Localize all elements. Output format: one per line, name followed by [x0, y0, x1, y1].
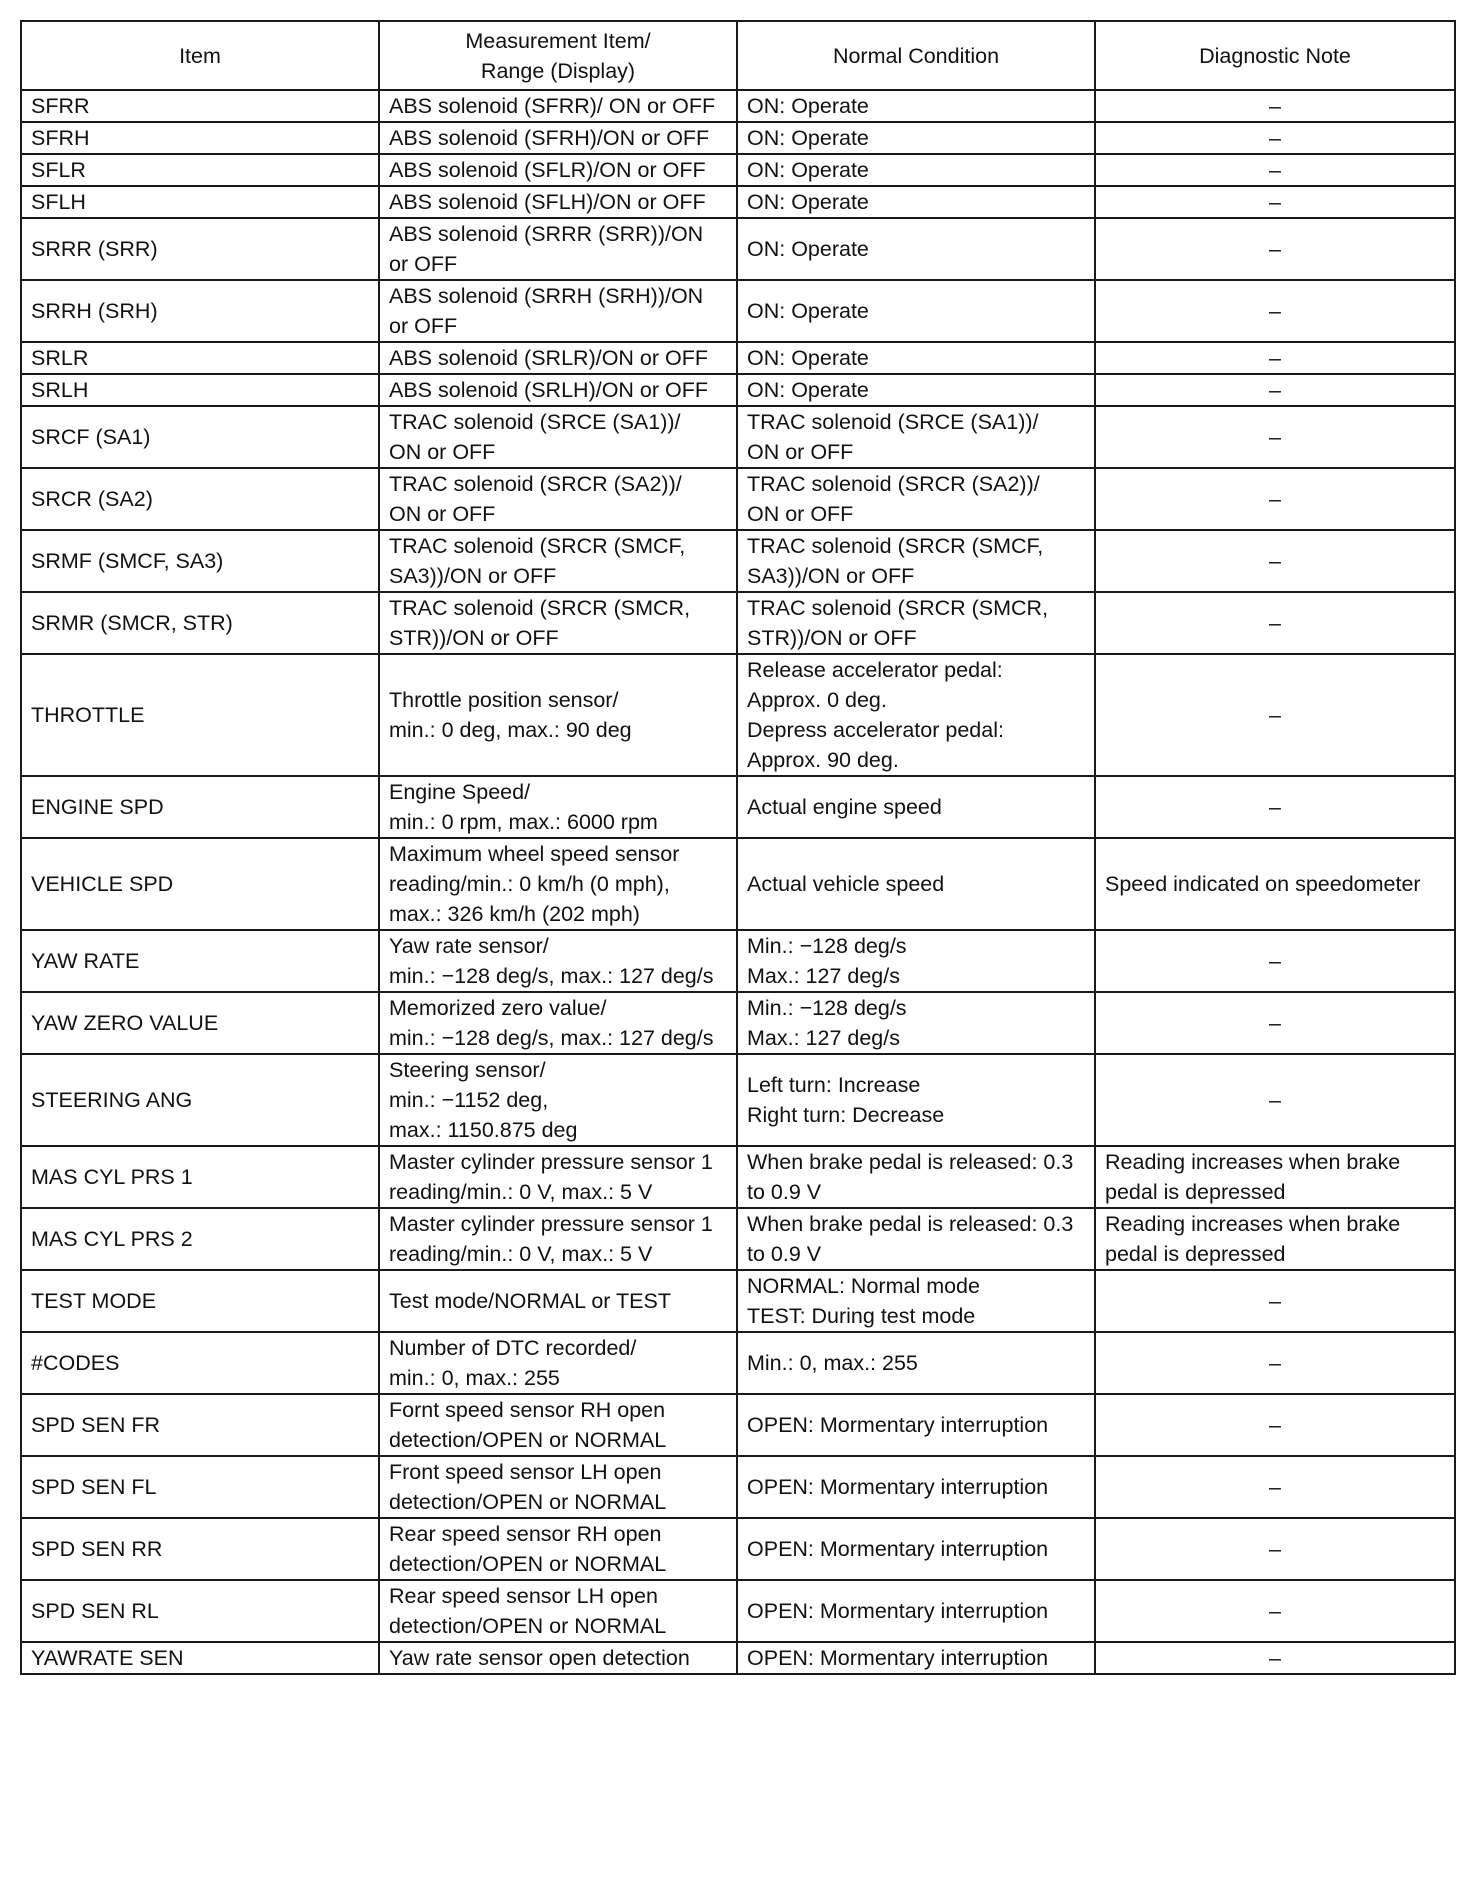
cell-normal-condition: Min.: −128 deg/s Max.: 127 deg/s	[737, 992, 1095, 1054]
cell-normal-condition: ON: Operate	[737, 154, 1095, 186]
cell-normal-condition: TRAC solenoid (SRCR (SMCR, STR))/ON or OFF	[737, 592, 1095, 654]
cell-measurement: Fornt speed sensor RH open detection/OPEN or NORMAL	[379, 1394, 737, 1456]
cell-diagnostic-note: –	[1095, 1054, 1455, 1146]
cell-diagnostic-note: –	[1095, 776, 1455, 838]
cell-item: YAWRATE SEN	[21, 1642, 379, 1674]
cell-measurement: ABS solenoid (SFLH)/ON or OFF	[379, 186, 737, 218]
cell-item: SPD SEN RL	[21, 1580, 379, 1642]
cell-measurement: Master cylinder pressure sensor 1 reading/min.: 0 V, max.: 5 V	[379, 1208, 737, 1270]
table-row	[21, 468, 1455, 530]
table-row	[21, 406, 1455, 468]
cell-item: SPD SEN FL	[21, 1456, 379, 1518]
table-row	[21, 374, 1455, 406]
table-row	[21, 776, 1455, 838]
cell-measurement: Memorized zero value/ min.: −128 deg/s, max.: 127 deg/s	[379, 992, 737, 1054]
cell-item: YAW RATE	[21, 930, 379, 992]
cell-normal-condition: ON: Operate	[737, 90, 1095, 122]
cell-item: TEST MODE	[21, 1270, 379, 1332]
table-row	[21, 342, 1455, 374]
cell-measurement: Yaw rate sensor open detection	[379, 1642, 737, 1674]
cell-normal-condition: OPEN: Mormentary interruption	[737, 1456, 1095, 1518]
table-row	[21, 1208, 1455, 1270]
cell-item: SRMF (SMCF, SA3)	[21, 530, 379, 592]
cell-diagnostic-note: –	[1095, 406, 1455, 468]
cell-item: SFLH	[21, 186, 379, 218]
cell-measurement: Rear speed sensor LH open detection/OPEN or NORMAL	[379, 1580, 737, 1642]
cell-measurement: TRAC solenoid (SRCR (SMCF, SA3))/ON or OFF	[379, 530, 737, 592]
cell-diagnostic-note: –	[1095, 654, 1455, 776]
cell-item: MAS CYL PRS 2	[21, 1208, 379, 1270]
cell-item: VEHICLE SPD	[21, 838, 379, 930]
header-diagnostic-note: Diagnostic Note	[1095, 21, 1455, 90]
table-row	[21, 154, 1455, 186]
table-row	[21, 1580, 1455, 1642]
table-row	[21, 1518, 1455, 1580]
cell-normal-condition: NORMAL: Normal mode TEST: During test mode	[737, 1270, 1095, 1332]
cell-normal-condition: ON: Operate	[737, 186, 1095, 218]
cell-normal-condition: OPEN: Mormentary interruption	[737, 1394, 1095, 1456]
table-row	[21, 1054, 1455, 1146]
cell-normal-condition: ON: Operate	[737, 342, 1095, 374]
cell-normal-condition: OPEN: Mormentary interruption	[737, 1518, 1095, 1580]
cell-item: YAW ZERO VALUE	[21, 992, 379, 1054]
table-row	[21, 1146, 1455, 1208]
cell-diagnostic-note: –	[1095, 1270, 1455, 1332]
cell-item: SRLH	[21, 374, 379, 406]
cell-measurement: Master cylinder pressure sensor 1 reading/min.: 0 V, max.: 5 V	[379, 1146, 737, 1208]
cell-diagnostic-note: –	[1095, 186, 1455, 218]
cell-diagnostic-note: –	[1095, 468, 1455, 530]
cell-measurement: Maximum wheel speed sensor reading/min.: 0 km/h (0 mph), max.: 326 km/h (202 mph)	[379, 838, 737, 930]
cell-item: SRLR	[21, 342, 379, 374]
cell-measurement: Yaw rate sensor/ min.: −128 deg/s, max.: 127 deg/s	[379, 930, 737, 992]
table-row	[21, 186, 1455, 218]
cell-normal-condition: ON: Operate	[737, 374, 1095, 406]
cell-diagnostic-note: –	[1095, 154, 1455, 186]
cell-diagnostic-note: –	[1095, 90, 1455, 122]
cell-diagnostic-note: –	[1095, 1518, 1455, 1580]
table-row	[21, 530, 1455, 592]
cell-normal-condition: Actual engine speed	[737, 776, 1095, 838]
cell-measurement: ABS solenoid (SRRR (SRR))/ON or OFF	[379, 218, 737, 280]
cell-normal-condition: ON: Operate	[737, 122, 1095, 154]
cell-item: SPD SEN RR	[21, 1518, 379, 1580]
data-list-sheet	[20, 20, 1454, 1675]
cell-diagnostic-note: –	[1095, 530, 1455, 592]
table-row	[21, 122, 1455, 154]
cell-measurement: ABS solenoid (SFRR)/ ON or OFF	[379, 90, 737, 122]
table-row	[21, 218, 1455, 280]
cell-measurement: Front speed sensor LH open detection/OPEN or NORMAL	[379, 1456, 737, 1518]
cell-measurement: Test mode/NORMAL or TEST	[379, 1270, 737, 1332]
table-body	[21, 90, 1455, 1674]
cell-measurement: TRAC solenoid (SRCE (SA1))/ ON or OFF	[379, 406, 737, 468]
cell-item: SFRH	[21, 122, 379, 154]
table-row	[21, 838, 1455, 930]
table-row	[21, 280, 1455, 342]
cell-item: SFRR	[21, 90, 379, 122]
table-row	[21, 1642, 1455, 1674]
cell-diagnostic-note: –	[1095, 1642, 1455, 1674]
cell-normal-condition: TRAC solenoid (SRCR (SMCF, SA3))/ON or OFF	[737, 530, 1095, 592]
table-row	[21, 1456, 1455, 1518]
cell-normal-condition: When brake pedal is released: 0.3 to 0.9 V	[737, 1146, 1095, 1208]
cell-item: SRCF (SA1)	[21, 406, 379, 468]
header-row	[21, 21, 1455, 90]
cell-diagnostic-note: –	[1095, 930, 1455, 992]
cell-item: SPD SEN FR	[21, 1394, 379, 1456]
cell-normal-condition: ON: Operate	[737, 280, 1095, 342]
cell-normal-condition: Release accelerator pedal: Approx. 0 deg. Depress accelerator pedal: Approx. 90 deg.	[737, 654, 1095, 776]
cell-item: SRRH (SRH)	[21, 280, 379, 342]
cell-diagnostic-note: –	[1095, 1394, 1455, 1456]
cell-item: SRMR (SMCR, STR)	[21, 592, 379, 654]
cell-measurement: ABS solenoid (SRRH (SRH))/ON or OFF	[379, 280, 737, 342]
cell-item: THROTTLE	[21, 654, 379, 776]
cell-diagnostic-note: –	[1095, 374, 1455, 406]
cell-diagnostic-note: –	[1095, 992, 1455, 1054]
table-row	[21, 930, 1455, 992]
cell-diagnostic-note: Reading increases when brake pedal is depressed	[1095, 1146, 1455, 1208]
table-header	[21, 21, 1455, 90]
table-row	[21, 992, 1455, 1054]
table-row	[21, 592, 1455, 654]
cell-measurement: Engine Speed/ min.: 0 rpm, max.: 6000 rpm	[379, 776, 737, 838]
cell-item: SRCR (SA2)	[21, 468, 379, 530]
cell-item: STEERING ANG	[21, 1054, 379, 1146]
cell-diagnostic-note: Speed indicated on speedometer	[1095, 838, 1455, 930]
table-row	[21, 90, 1455, 122]
cell-diagnostic-note: –	[1095, 280, 1455, 342]
cell-normal-condition: TRAC solenoid (SRCE (SA1))/ ON or OFF	[737, 406, 1095, 468]
cell-item: MAS CYL PRS 1	[21, 1146, 379, 1208]
table-row	[21, 1332, 1455, 1394]
header-normal-condition: Normal Condition	[737, 21, 1095, 90]
table-row	[21, 1270, 1455, 1332]
cell-item: #CODES	[21, 1332, 379, 1394]
cell-diagnostic-note: –	[1095, 1332, 1455, 1394]
cell-normal-condition: Min.: 0, max.: 255	[737, 1332, 1095, 1394]
cell-measurement: TRAC solenoid (SRCR (SA2))/ ON or OFF	[379, 468, 737, 530]
cell-normal-condition: OPEN: Mormentary interruption	[737, 1642, 1095, 1674]
cell-normal-condition: Actual vehicle speed	[737, 838, 1095, 930]
cell-diagnostic-note: –	[1095, 122, 1455, 154]
cell-normal-condition: Min.: −128 deg/s Max.: 127 deg/s	[737, 930, 1095, 992]
cell-item: SFLR	[21, 154, 379, 186]
cell-measurement: Rear speed sensor RH open detection/OPEN or NORMAL	[379, 1518, 737, 1580]
cell-normal-condition: When brake pedal is released: 0.3 to 0.9 V	[737, 1208, 1095, 1270]
data-list-table	[20, 20, 1456, 1675]
cell-normal-condition: TRAC solenoid (SRCR (SA2))/ ON or OFF	[737, 468, 1095, 530]
cell-measurement: Throttle position sensor/ min.: 0 deg, max.: 90 deg	[379, 654, 737, 776]
header-item: Item	[21, 21, 379, 90]
cell-measurement: ABS solenoid (SFLR)/ON or OFF	[379, 154, 737, 186]
cell-measurement: Number of DTC recorded/ min.: 0, max.: 255	[379, 1332, 737, 1394]
cell-normal-condition: ON: Operate	[737, 218, 1095, 280]
header-measurement: Measurement Item/ Range (Display)	[379, 21, 737, 90]
cell-diagnostic-note: –	[1095, 1580, 1455, 1642]
cell-diagnostic-note: –	[1095, 218, 1455, 280]
cell-measurement: TRAC solenoid (SRCR (SMCR, STR))/ON or OFF	[379, 592, 737, 654]
cell-measurement: ABS solenoid (SRLR)/ON or OFF	[379, 342, 737, 374]
cell-normal-condition: OPEN: Mormentary interruption	[737, 1580, 1095, 1642]
cell-measurement: ABS solenoid (SFRH)/ON or OFF	[379, 122, 737, 154]
cell-measurement: Steering sensor/ min.: −1152 deg, max.: 1150.875 deg	[379, 1054, 737, 1146]
cell-diagnostic-note: –	[1095, 1456, 1455, 1518]
cell-measurement: ABS solenoid (SRLH)/ON or OFF	[379, 374, 737, 406]
cell-normal-condition: Left turn: Increase Right turn: Decrease	[737, 1054, 1095, 1146]
table-row	[21, 654, 1455, 776]
cell-item: ENGINE SPD	[21, 776, 379, 838]
table-row	[21, 1394, 1455, 1456]
cell-item: SRRR (SRR)	[21, 218, 379, 280]
cell-diagnostic-note: –	[1095, 592, 1455, 654]
cell-diagnostic-note: Reading increases when brake pedal is depressed	[1095, 1208, 1455, 1270]
cell-diagnostic-note: –	[1095, 342, 1455, 374]
